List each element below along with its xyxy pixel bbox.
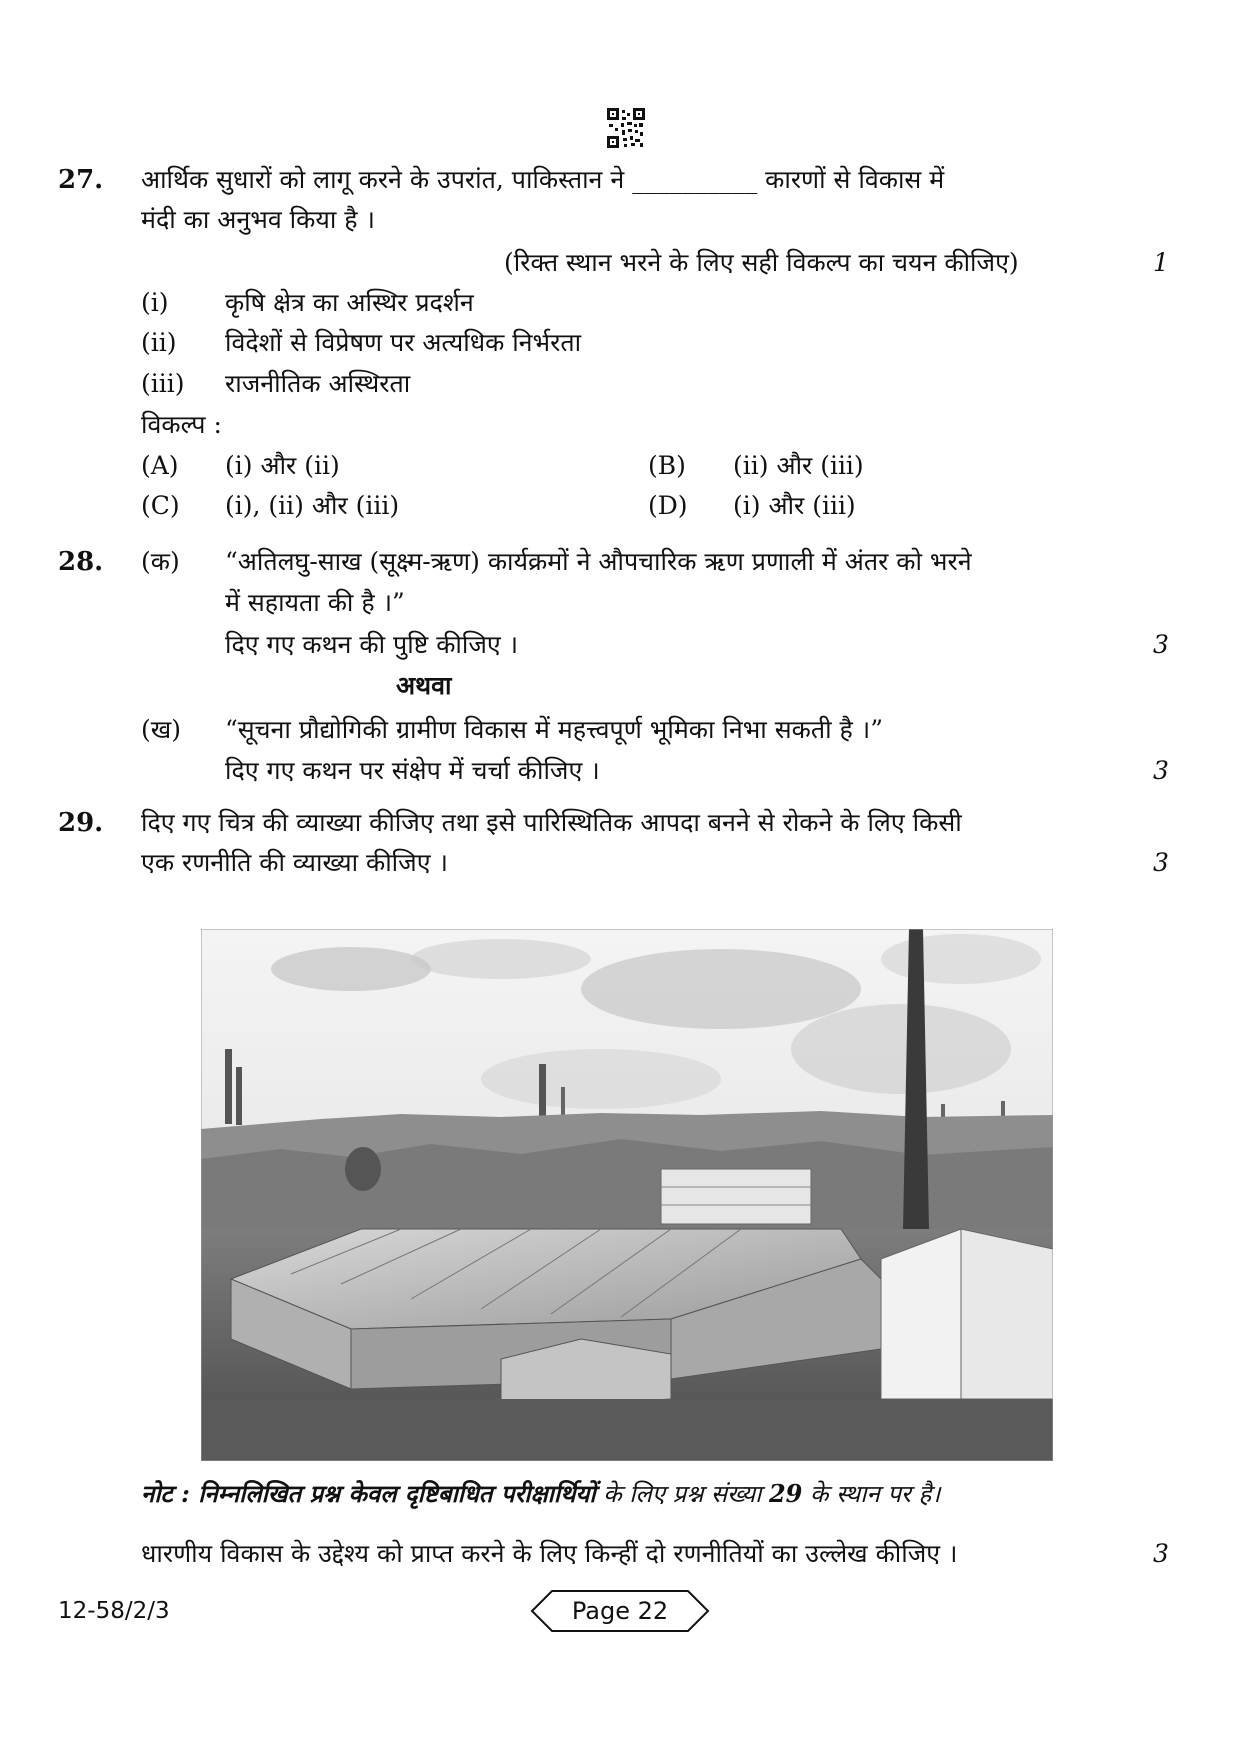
option-text: (ii) और (iii) [733, 451, 864, 480]
option-label: (A) [141, 451, 179, 480]
option-text: (i) और (iii) [733, 491, 856, 520]
question-text: “अतिलघु-साख (सूक्ष्म-ऋण) कार्यक्रमों ने औपचारिक ऋण प्रणाली में अंतर को भरने [225, 547, 972, 576]
paper-code: 12-58/2/3 [58, 1598, 170, 1624]
part-label: (ख) [141, 715, 181, 744]
page-number: Page 22 [571, 1597, 669, 1625]
option-text: (i), (ii) और (iii) [225, 491, 400, 520]
statement-label: (ii) [141, 328, 177, 357]
note-text [141, 1477, 940, 1510]
note-question-number: 29 [768, 1479, 803, 1508]
question-number: 28. [58, 547, 104, 577]
marks: 1 [1153, 248, 1169, 277]
option-text: (i) और (ii) [225, 451, 340, 480]
note-bold-text: दृष्टिबाधित परीक्षार्थियों [404, 1479, 596, 1508]
question-text: दिए गए कथन पर संक्षेप में चर्चा कीजिए । [225, 756, 600, 785]
marks: 3 [1153, 848, 1169, 877]
question-text: मंदी का अनुभव किया है । [141, 205, 375, 234]
note-middle: के लिए प्रश्न संख्या [595, 1480, 769, 1508]
alternative-question-text: धारणीय विकास के उद्देश्य को प्राप्त करने के लिए किन्हीं दो रणनीतियों का उल्लेख कीजिए । [141, 1539, 958, 1568]
question-text: “सूचना प्रौद्योगिकी ग्रामीण विकास में महत्त्वपूर्ण भूमिका निभा सकती है ।” [225, 715, 883, 744]
option-label: (C) [141, 491, 180, 520]
note-prefix: नोट : निम्नलिखित प्रश्न केवल [141, 1479, 405, 1508]
question-number: 27. [58, 165, 104, 195]
marks: 3 [1153, 630, 1169, 659]
statement-text: कृषि क्षेत्र का अस्थिर प्रदर्शन [225, 288, 474, 317]
statement-label: (i) [141, 288, 169, 317]
or-separator: अथवा [396, 671, 452, 700]
marks: 3 [1153, 756, 1169, 785]
question-number: 29. [58, 808, 104, 838]
statement-label: (iii) [141, 369, 185, 398]
question-text: दिए गए चित्र की व्याख्या कीजिए तथा इसे पारिस्थितिक आपदा बनने से रोकने के लिए किसी [141, 808, 962, 837]
option-label: (D) [648, 491, 688, 520]
industrial-landscape-image [201, 929, 1053, 1461]
question-text: दिए गए कथन की पुष्टि कीजिए । [225, 630, 519, 659]
statement-text: राजनीतिक अस्थिरता [225, 369, 411, 398]
question-text: एक रणनीति की व्याख्या कीजिए । [141, 848, 448, 877]
option-label: (B) [648, 451, 686, 480]
question-text: आर्थिक सुधारों को लागू करने के उपरांत, पाकिस्तान ने __________ कारणों से विकास में [141, 165, 945, 194]
qr-code-icon [607, 108, 645, 148]
question-instruction: (रिक्त स्थान भरने के लिए सही विकल्प का चयन कीजिए) [504, 248, 1019, 277]
question-text: में सहायता की है ।” [225, 588, 405, 617]
statement-text: विदेशों से विप्रेषण पर अत्यधिक निर्भरता [225, 328, 582, 357]
part-label: (क) [141, 547, 180, 576]
marks: 3 [1153, 1539, 1169, 1568]
options-heading: विकल्प : [141, 410, 222, 439]
note-suffix: के स्थान पर है। [802, 1480, 941, 1508]
